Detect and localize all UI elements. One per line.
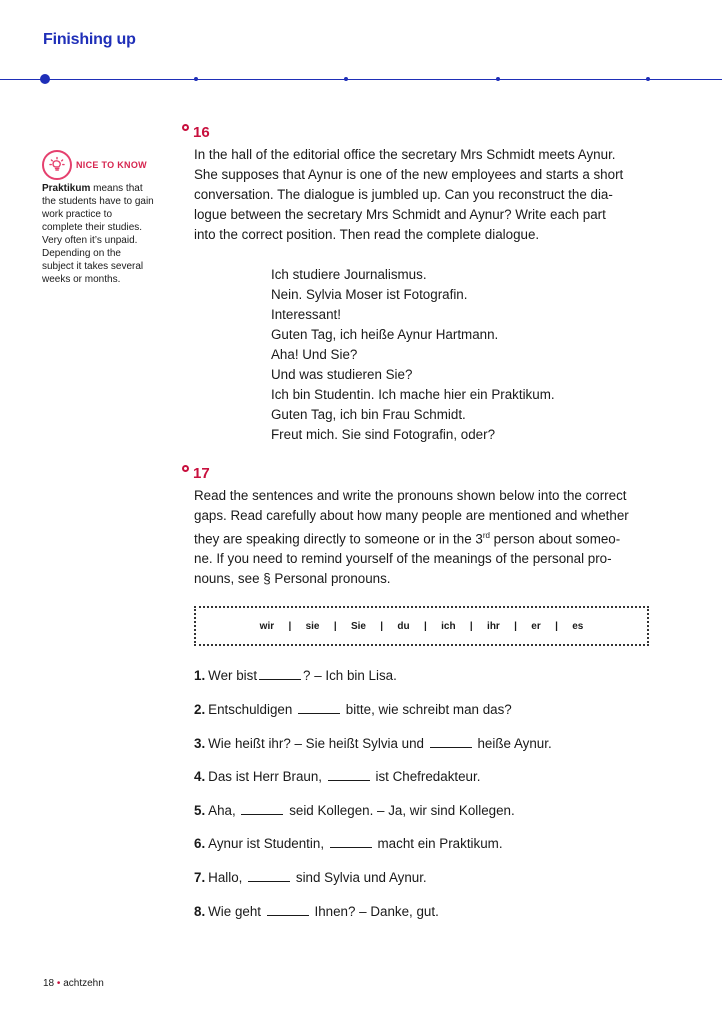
nice-to-know-text	[42, 182, 154, 286]
rule-dot	[40, 74, 50, 84]
item-text: Aynur ist Studentin,	[208, 836, 325, 851]
item-text: Wer bist	[208, 668, 258, 683]
rule-dot	[646, 77, 650, 81]
exercise-marker-icon	[182, 465, 189, 472]
item-number: 2.	[194, 702, 206, 717]
item-number: 1.	[194, 668, 206, 683]
gap-fill-item	[194, 835, 503, 851]
instruction-line: She supposes that Aynur is one of the new employees and starts a short	[194, 167, 624, 182]
rule-dot	[194, 77, 198, 81]
item-text: ? – Ich bin Lisa.	[303, 668, 397, 683]
gap-fill-item	[194, 903, 439, 919]
instruction-fragment: they are speaking directly to someone or in the 3	[194, 531, 483, 547]
item-number: 6.	[194, 836, 206, 851]
item-text: Hallo,	[208, 870, 243, 885]
instruction-line: into the correct position. Then read the complete dialogue.	[194, 227, 540, 242]
instruction-line: gaps. Read carefully about how many people are mentioned and whether	[194, 508, 629, 523]
jumbled-dialogue	[271, 265, 555, 445]
instruction-line	[194, 526, 654, 549]
item-text: sind Sylvia und Aynur.	[295, 870, 427, 885]
answer-gap[interactable]	[267, 903, 309, 916]
page-number: 18	[43, 978, 55, 989]
answer-gap[interactable]	[259, 667, 301, 680]
answer-gap[interactable]	[298, 701, 340, 714]
answer-gap[interactable]	[430, 735, 472, 748]
item-number: 5.	[194, 803, 206, 818]
dialogue-line: Ich bin Studentin. Ich mache hier ein Praktikum.	[271, 387, 555, 402]
gap-fill-item	[194, 768, 480, 784]
exercise-16-instructions	[194, 145, 654, 245]
instruction-line: nouns, see § Personal pronouns.	[194, 571, 391, 587]
exercise-marker-icon	[182, 124, 189, 131]
item-text: Das ist Herr Braun,	[208, 769, 323, 784]
gap-fill-item	[194, 735, 552, 751]
item-text: heiße Aynur.	[477, 736, 552, 751]
rule-dot	[344, 77, 348, 81]
exercise-17-number	[182, 465, 210, 482]
rule-dot	[496, 77, 500, 81]
item-text: macht ein Praktikum.	[377, 836, 503, 851]
gap-fill-item	[194, 667, 397, 683]
gap-fill-item	[194, 701, 512, 717]
item-text: Entschuldigen	[208, 702, 293, 717]
page-number-word: achtzehn	[63, 978, 104, 989]
item-text: Ihnen? – Danke, gut.	[314, 904, 439, 919]
item-text: seid Kollegen. – Ja, wir sind Kollegen.	[289, 803, 515, 818]
item-text: ist Chefredakteur.	[375, 769, 481, 784]
instruction-line: ne. If you need to remind yourself of the meanings of the personal pro-	[194, 551, 612, 567]
footer-bullet: •	[56, 978, 61, 989]
dialogue-line: Aha! Und Sie?	[271, 347, 358, 362]
instruction-line: logue between the secretary Mrs Schmidt and Aynur? Write each part	[194, 207, 606, 222]
instruction-line: conversation. The dialogue is jumbled up. Can you reconstruct the dia-	[194, 187, 613, 202]
superscript: rd	[482, 531, 490, 540]
exercise-17-instructions	[194, 486, 654, 589]
dialogue-line: Ich studiere Journalismus.	[271, 267, 427, 282]
item-number: 8.	[194, 904, 206, 919]
header-rule	[0, 79, 722, 80]
exercise-number-text: 16	[193, 124, 210, 141]
term: Praktikum	[42, 183, 91, 194]
page-footer	[43, 978, 104, 989]
instruction-line: In the hall of the editorial office the secretary Mrs Schmidt meets Aynur.	[194, 147, 616, 162]
item-text: Aha,	[208, 803, 236, 818]
exercise-number-text: 17	[193, 465, 210, 482]
item-text: Wie geht	[208, 904, 262, 919]
gap-fill-item	[194, 869, 427, 885]
section-title: Finishing up	[43, 31, 136, 48]
item-number: 4.	[194, 769, 206, 784]
dialogue-line: Und was studieren Sie?	[271, 367, 413, 382]
answer-gap[interactable]	[328, 768, 370, 781]
nice-to-know-box	[42, 150, 154, 286]
pronoun-list: wir | sie | Sie | du | ich | ihr | er | es	[259, 620, 584, 632]
lightbulb-icon	[42, 150, 72, 180]
exercise-16-number	[182, 124, 210, 141]
answer-gap[interactable]	[248, 869, 290, 882]
item-text: Wie heißt ihr? – Sie heißt Sylvia und	[208, 736, 425, 751]
nice-to-know-header	[42, 150, 154, 180]
dialogue-line: Guten Tag, ich heiße Aynur Hartmann.	[271, 327, 499, 342]
nice-to-know-label: NICE TO KNOW	[76, 160, 147, 170]
item-number: 3.	[194, 736, 206, 751]
instruction-fragment: person about someo-	[489, 531, 621, 547]
dialogue-line: Interessant!	[271, 307, 341, 322]
dialogue-line: Guten Tag, ich bin Frau Schmidt.	[271, 407, 466, 422]
dialogue-line: Nein. Sylvia Moser ist Fotografin.	[271, 287, 468, 302]
pronoun-word-box	[194, 606, 649, 646]
answer-gap[interactable]	[241, 802, 283, 815]
item-number: 7.	[194, 870, 206, 885]
term-description: means that the students have to gain work practice to complete their studies. Very often it’s unpaid. Depending on the subject it takes several weeks or months.	[42, 183, 154, 285]
dialogue-line: Freut mich. Sie sind Fotografin, oder?	[271, 427, 496, 442]
gap-fill-item	[194, 802, 515, 818]
answer-gap[interactable]	[330, 835, 372, 848]
instruction-line: Read the sentences and write the pronouns shown below into the correct	[194, 488, 627, 503]
item-text: bitte, wie schreibt man das?	[345, 702, 512, 717]
